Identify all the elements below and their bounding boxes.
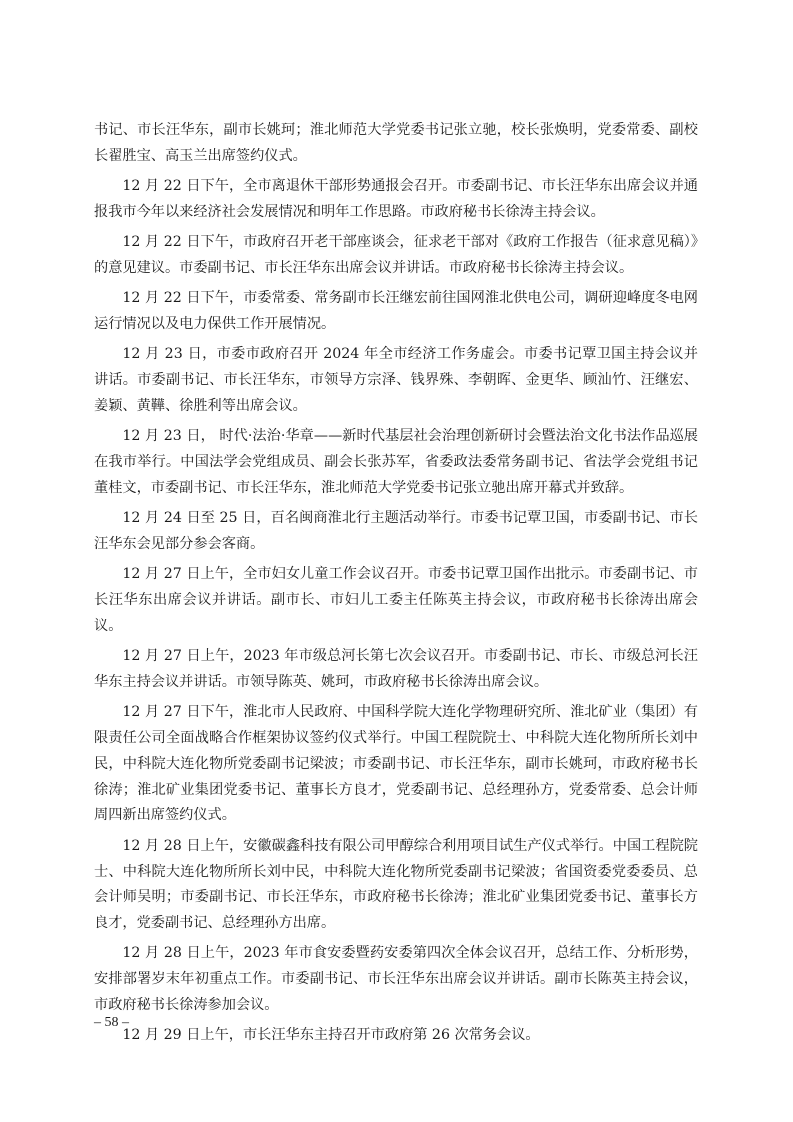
paragraph: 12 月 24 日至 25 日，百名闽商淮北行主题活动举行。市委书记覃卫国，市委副书记、市长汪华东会见部分参会客商。 bbox=[94, 510, 698, 552]
paragraph: 12 月 27 日上午，2023 年市级总河长第七次会议召开。市委副书记、市长、市级总河长汪华东主持会议并讲话。市领导陈英、姚珂，市政府秘书长徐涛出席会议。 bbox=[94, 648, 698, 690]
document-body bbox=[94, 118, 698, 1054]
paragraph: 12 月 28 日上午，2023 年市食安委暨药安委第四次全体会议召开，总结工作、分析形势，安排部署岁末年初重点工作。市委副书记、市长汪华东出席会议并讲话。副市长陈英主持会议，市政府秘书长徐涛参加会议。 bbox=[94, 945, 698, 1013]
paragraph: 12 月 22 日下午，市政府召开老干部座谈会，征求老干部对《政府工作报告（征求意见稿）》的意见建议。市委副书记、市长汪华东出席会议并讲话。市政府秘书长徐涛主持会议。 bbox=[94, 234, 698, 276]
page-number: – 58 – bbox=[94, 1015, 129, 1030]
paragraph: 12 月 22 日下午，全市离退休干部形势通报会召开。市委副书记、市长汪华东出席会议并通报我市今年以来经济社会发展情况和明年工作思路。市政府秘书长徐涛主持会议。 bbox=[94, 178, 698, 220]
paragraph: 12 月 27 日上午，全市妇女儿童工作会议召开。市委书记覃卫国作出批示。市委副书记、市长汪华东出席会议并讲话。副市长、市妇儿工委主任陈英主持会议，市政府秘书长徐涛出席会议。 bbox=[94, 566, 698, 634]
paragraph: 12 月 28 日上午，安徽碳鑫科技有限公司甲醇综合利用项目试生产仪式举行。中国工程院院士、中科院大连化物所所长刘中民，中科院大连化物所党委副书记梁波；省国资委党委委员、总会计师吴明；市委副书记、市长汪华东，市政府秘书长徐涛；淮北矿业集团党委书记、董事长方良才，党委副书记、总经理孙方出席。 bbox=[94, 837, 698, 932]
paragraph: 12 月 27 日下午，淮北市人民政府、中国科学院大连化学物理研究所、淮北矿业（集团）有限责任公司全面战略合作框架协议签约仪式举行。中国工程院院士、中科院大连化物所所长刘中民，中科院大连化物所党委副书记梁波；市委副书记、市长汪华东，副市长姚珂，市政府秘书长徐涛；淮北矿业集团党委书记、董事长方良才，党委副书记、总经理孙方，党委常委、总会计师周四新出席签约仪式。 bbox=[94, 704, 698, 824]
paragraph: 12 月 22 日下午，市委常委、常务副市长汪继宏前往国网淮北供电公司，调研迎峰度冬电网运行情况以及电力保供工作开展情况。 bbox=[94, 290, 698, 333]
paragraph: 书记、市长汪华东，副市长姚珂；淮北师范大学党委书记张立驰，校长张焕明，党委常委、副校长翟胜宝、高玉兰出席签约仪式。 bbox=[94, 122, 698, 164]
paragraph: 12 月 23 日， 时代·法治·华章——新时代基层社会治理创新研讨会暨法治文化书法作品巡展在我市举行。中国法学会党组成员、副会长张苏军，省委政法委常务副书记、省法学会党组书记董桂文，市委副书记、市长汪华东，淮北师范大学党委书记张立驰出席开幕式并致辞。 bbox=[94, 428, 698, 496]
paragraph: 12 月 23 日，市委市政府召开 2024 年全市经济工作务虚会。市委书记覃卫国主持会议并讲话。市委副书记、市长汪华东，市领导方宗泽、钱界殊、李朝晖、金更华、顾汕竹、汪继宏、姜颖、黄鞾、徐胜利等出席会议。 bbox=[94, 346, 698, 414]
paragraph: 12 月 29 日上午，市长汪华东主持召开市政府第 26 次常务会议。 bbox=[122, 1027, 540, 1044]
